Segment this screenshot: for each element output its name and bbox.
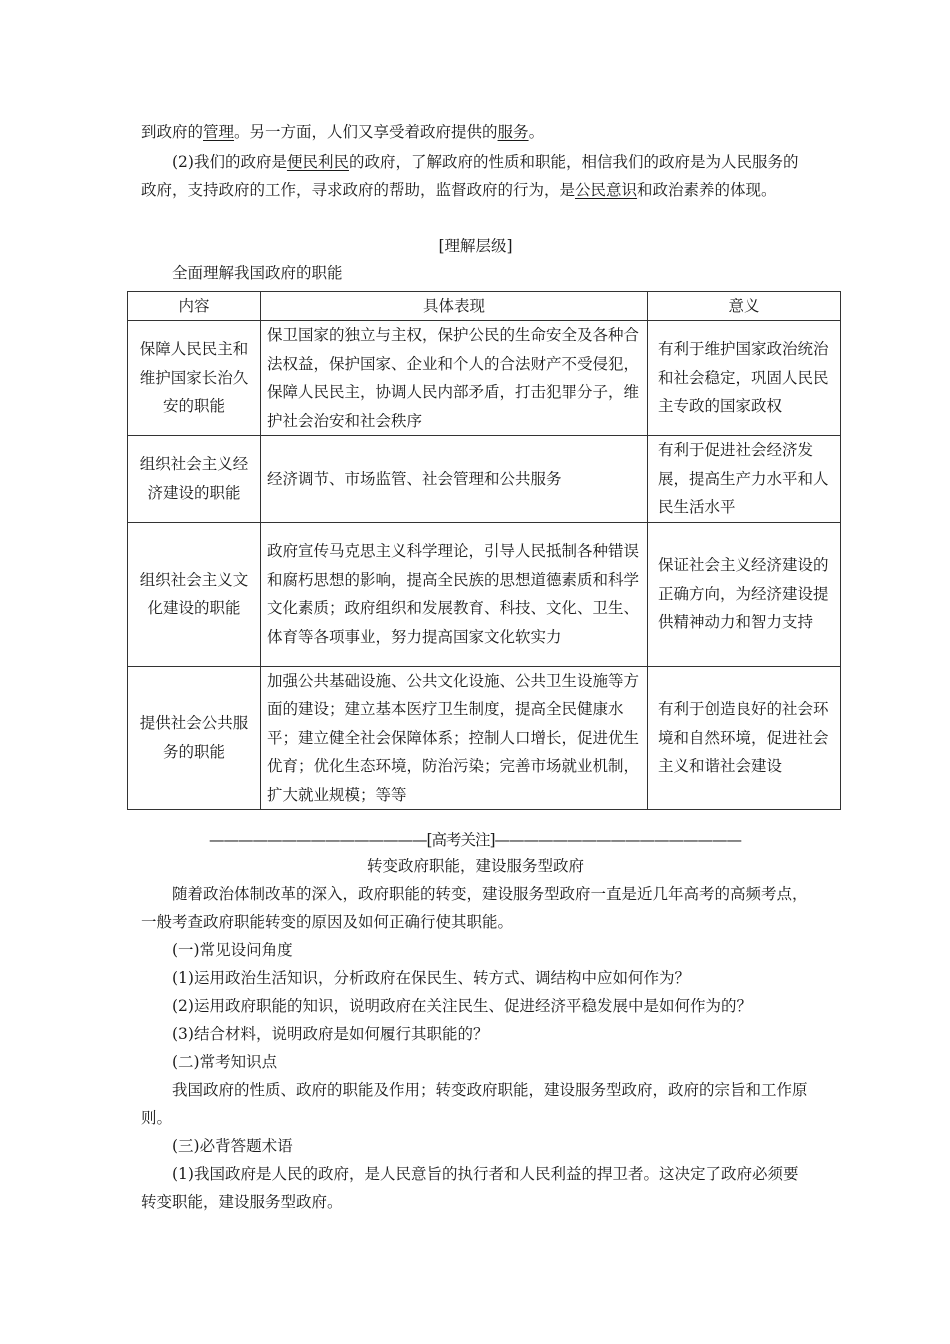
exam-focus-divider: ———————————————[高考关注]—————————————————: [208, 831, 742, 849]
text-run: 。: [528, 123, 545, 141]
detail-cell: 政府宣传马克思主义科学理论，引导人民抵制各种错误和腐朽思想的影响，提高全民族的思想道德素质和科学文化素质；政府组织和发展教育、科技、文化、卫生、体育等各项事业，努力提高国家文化软实力: [261, 522, 648, 666]
underlined-term: 便民利民: [286, 153, 349, 171]
answer-term: (1)我国政府是人民的政府，是人民意旨的执行者和人民利益的捍卫者。这决定了政府必须要转变职能，建设服务型政府。: [141, 1165, 799, 1211]
detail-cell: 加强公共基础设施、公共文化设施、公共卫生设施等方面的建设；建立基本医疗卫生制度，提高全民健康水平；建立健全社会保障体系；控制人口增长，促进优生优育；优化生态环境，防治污染；完善市场就业机制，扩大就业规模；等等: [261, 666, 648, 810]
meaning-cell: 有利于创造良好的社会环境和自然环境，促进社会主义和谐社会建设: [648, 666, 841, 810]
table-row: [128, 522, 841, 666]
question-item: (2)运用政府职能的知识，说明政府在关注民生、促进经济平稳发展中是如何作为的？: [172, 997, 752, 1015]
text-run: 和政治素养的体现。: [637, 181, 777, 199]
exam-intro: 随着政治体制改革的深入，政府职能的转变，建设服务型政府一直是近几年高考的高频考点，一般考查政府职能转变的原因及如何正确行使其职能。: [141, 885, 808, 931]
table-title: 全面理解我国政府的职能: [172, 264, 343, 282]
meaning-cell: 有利于维护国家政治统治和社会稳定，巩固人民民主专政的国家政权: [648, 321, 841, 436]
functions-table: [127, 291, 841, 810]
header-cell: 意义: [648, 292, 841, 321]
text-run: 。另一方面，人们又享受着政府提供的: [234, 123, 498, 141]
table-header-row: [128, 292, 841, 321]
table-row: [128, 666, 841, 810]
content-cell: 组织社会主义文化建设的职能: [128, 522, 261, 666]
section-label: (一)常见设问角度: [172, 941, 293, 959]
section-heading: [理解层级]: [438, 237, 513, 255]
meaning-cell: 有利于促进社会经济发展，提高生产力水平和人民生活水平: [648, 436, 841, 523]
underlined-term: 管理: [203, 123, 235, 141]
question-item: (3)结合材料，说明政府是如何履行其职能的？: [172, 1025, 489, 1043]
text-run: 的政府，了解政府的性质和职能，相信我们的政府是为人民服务的政府，支持政府的工作，寻求政府的帮助，监督政府的行为，是: [141, 153, 799, 199]
detail-cell: 经济调节、市场监管、社会管理和公共服务: [261, 436, 648, 523]
underlined-term: 公民意识: [575, 181, 638, 199]
text-run: 到政府的: [141, 123, 204, 141]
question-item: (1)运用政治生活知识，分析政府在保民生、转方式、调结构中应如何作为？: [172, 969, 690, 987]
intro-paragraph: [141, 148, 813, 204]
text-run: (2)我们的政府是: [172, 153, 287, 171]
intro-line: [141, 118, 813, 146]
content-cell: 保障人民民主和维护国家长治久安的职能: [128, 321, 261, 436]
content-cell: 组织社会主义经济建设的职能: [128, 436, 261, 523]
knowledge-points: 我国政府的性质、政府的职能及作用；转变政府职能，建设服务型政府，政府的宗旨和工作原则。: [141, 1081, 808, 1127]
header-cell: 内容: [128, 292, 261, 321]
exam-topic-title: 转变政府职能，建设服务型政府: [366, 857, 584, 875]
section-label: (三)必背答题术语: [172, 1137, 293, 1155]
header-cell: 具体表现: [261, 292, 648, 321]
table-row: [128, 321, 841, 436]
underlined-term: 服务: [497, 123, 529, 141]
section-label: (二)常考知识点: [172, 1053, 278, 1071]
meaning-cell: 保证社会主义经济建设的正确方向，为经济建设提供精神动力和智力支持: [648, 522, 841, 666]
table-row: [128, 436, 841, 523]
detail-cell: 保卫国家的独立与主权，保护公民的生命安全及各种合法权益，保护国家、企业和个人的合法财产不受侵犯，保障人民民主，协调人民内部矛盾，打击犯罪分子，维护社会治安和社会秩序: [261, 321, 648, 436]
content-cell: 提供社会公共服务的职能: [128, 666, 261, 810]
